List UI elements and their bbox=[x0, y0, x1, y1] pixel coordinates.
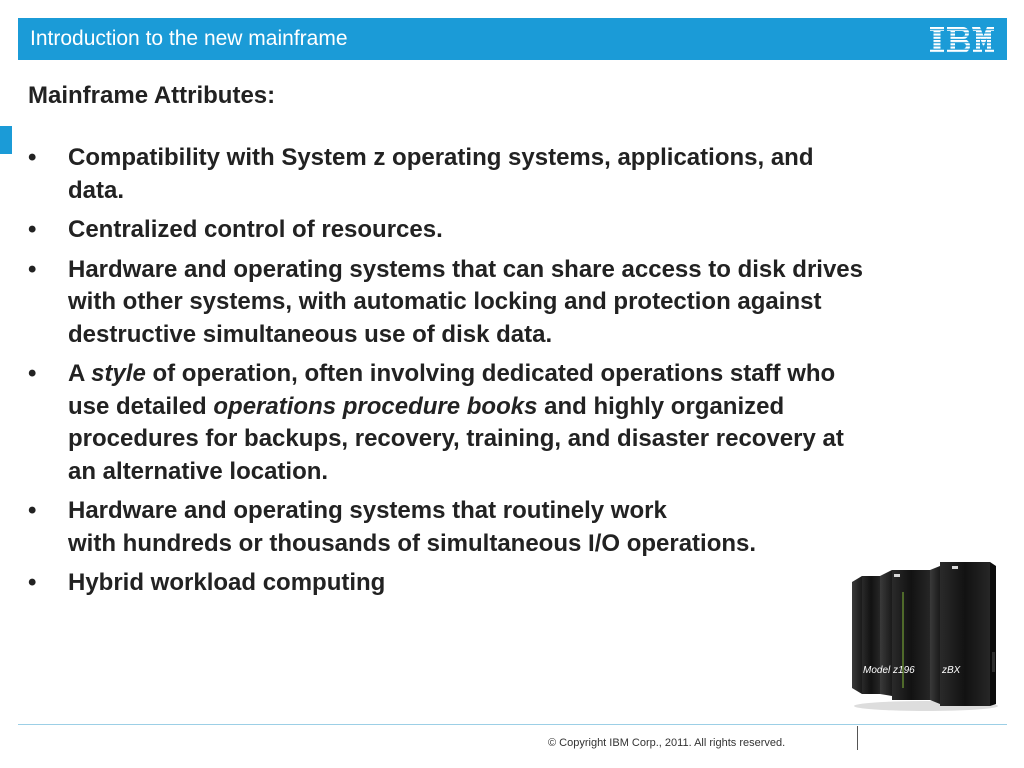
bullet-item bbox=[28, 358, 1018, 488]
bullet-text-segment: of operation, often involving dedicated operations staff who bbox=[145, 360, 836, 387]
mainframe-server-racks-image bbox=[848, 556, 1000, 712]
bullet-text-segment: A bbox=[68, 360, 92, 387]
bullet-dot: • bbox=[28, 144, 37, 171]
bullet-text-line: Hardware and operating systems that can share access to disk drives bbox=[68, 255, 863, 283]
bullet-text-segment: use detailed bbox=[68, 392, 214, 420]
bullet-dot: • bbox=[28, 255, 37, 283]
bullet-text-line: an alternative location. bbox=[68, 457, 329, 485]
bullet-text-line: Hardware and operating systems that routinely work bbox=[68, 497, 667, 524]
bullet-text-line: with hundreds or thousands of simultaneous I/O operations. bbox=[68, 529, 757, 557]
bullet-item bbox=[28, 495, 1018, 560]
bullet-text-emphasis: operations procedure books bbox=[213, 392, 538, 420]
bullet-text-emphasis: style bbox=[91, 360, 146, 387]
bullet-text-line bbox=[68, 391, 1018, 424]
left-accent-tab bbox=[0, 126, 12, 154]
bullet-list bbox=[28, 142, 1018, 607]
bullet-dot: • bbox=[28, 497, 37, 524]
slide-heading: Mainframe Attributes: bbox=[28, 82, 276, 109]
footer-divider bbox=[857, 726, 858, 750]
footer-line bbox=[18, 724, 1007, 725]
bullet-text-line: with other systems, with automatic locking and protection against bbox=[68, 288, 822, 315]
bullet-text-line bbox=[68, 358, 1018, 391]
bullet-item bbox=[28, 214, 1018, 247]
bullet-item bbox=[28, 142, 1018, 207]
bullet-text-line: Compatibility with System z operating systems, applications, and bbox=[68, 144, 814, 171]
bullet-text-line: Centralized control of resources. bbox=[68, 216, 443, 243]
bullet-text-segment: and highly organized bbox=[537, 392, 785, 420]
bullet-dot: • bbox=[28, 360, 37, 387]
copyright-text: © Copyright IBM Corp., 2011. All rights reserved. bbox=[548, 737, 786, 749]
caption-zbx: zBX bbox=[942, 665, 961, 676]
bullet-text-line: destructive simultaneous use of disk data. bbox=[68, 320, 553, 348]
ibm-logo bbox=[930, 27, 994, 53]
bullet-dot: • bbox=[28, 569, 37, 596]
header-bar bbox=[18, 18, 1007, 60]
bullet-text-line: data. bbox=[68, 176, 125, 204]
bullet-text-line: Hybrid workload computing bbox=[68, 569, 386, 596]
bullet-dot: • bbox=[28, 216, 37, 243]
bullet-item bbox=[28, 254, 1018, 352]
caption-model-z196: Model z196 bbox=[863, 665, 915, 676]
header-title: Introduction to the new mainframe bbox=[30, 27, 348, 50]
bullet-text-line: procedures for backups, recovery, training, and disaster recovery at bbox=[68, 425, 844, 452]
